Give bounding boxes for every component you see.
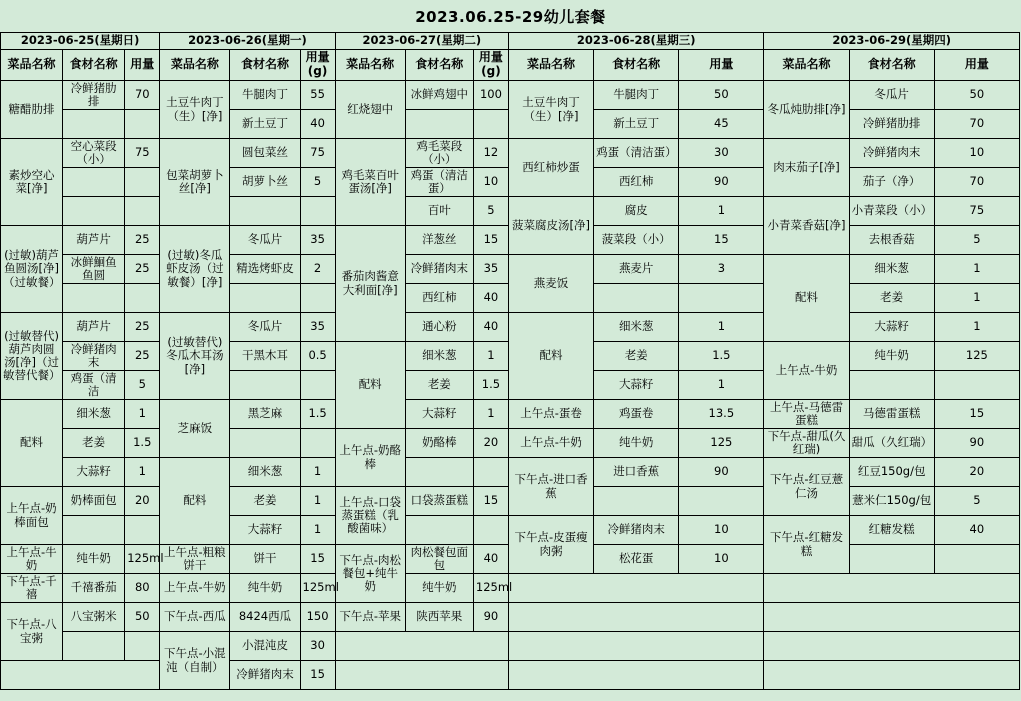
ingredient-name: 鸡蛋（清洁蛋） bbox=[405, 168, 473, 197]
dish-name: 下午点-红豆薏仁汤 bbox=[764, 458, 849, 516]
ingredient-name: 冰鲜鮰鱼鱼圆 bbox=[63, 255, 125, 284]
ingredient-amount: 20 bbox=[125, 487, 160, 516]
ingredient-name: 细米葱 bbox=[594, 313, 679, 342]
dish-name: 上午点-蛋卷 bbox=[508, 400, 593, 429]
ingredient-name: 菠菜段（小） bbox=[594, 226, 679, 255]
day-label: 2023-06-25(星期日) bbox=[1, 33, 160, 50]
empty-cell bbox=[764, 661, 1020, 690]
ingredient-name: 通心粉 bbox=[405, 313, 473, 342]
menu-row bbox=[1, 400, 1020, 429]
menu-row bbox=[1, 661, 1020, 690]
dish-name: 上午点-牛奶 bbox=[1, 545, 63, 574]
column-header: 菜品名称 bbox=[508, 50, 593, 81]
ingredient-amount: 40 bbox=[473, 545, 508, 574]
dish-name: 配料 bbox=[1, 400, 63, 487]
ingredient-name: 细米葱 bbox=[230, 458, 300, 487]
ingredient-name bbox=[63, 110, 125, 139]
ingredient-amount: 0.5 bbox=[300, 342, 335, 371]
ingredient-name: 冷鲜猪肋排 bbox=[849, 110, 934, 139]
ingredient-amount: 1.5 bbox=[679, 342, 764, 371]
ingredient-amount: 75 bbox=[300, 139, 335, 168]
ingredient-amount bbox=[300, 429, 335, 458]
ingredient-name: 纯牛奶 bbox=[849, 342, 934, 371]
ingredient-amount: 5 bbox=[300, 168, 335, 197]
menu-row bbox=[1, 516, 1020, 545]
ingredient-amount bbox=[934, 545, 1019, 574]
ingredient-name: 精选烤虾皮 bbox=[230, 255, 300, 284]
ingredient-name bbox=[230, 284, 300, 313]
ingredient-amount: 1.5 bbox=[125, 429, 160, 458]
ingredient-amount bbox=[679, 487, 764, 516]
ingredient-amount: 40 bbox=[473, 284, 508, 313]
column-header: 菜品名称 bbox=[1, 50, 63, 81]
dish-name: 土豆牛肉丁（生）[净] bbox=[508, 81, 593, 139]
ingredient-amount: 1 bbox=[473, 342, 508, 371]
ingredient-name bbox=[849, 371, 934, 400]
ingredient-name: 冷鲜猪肉末 bbox=[230, 661, 300, 690]
ingredient-amount bbox=[473, 110, 508, 139]
dish-name: 红烧翅中 bbox=[335, 81, 405, 139]
dish-name: 配料 bbox=[335, 342, 405, 429]
ingredient-name: 空心菜段（小） bbox=[63, 139, 125, 168]
ingredient-name: 圆包菜丝 bbox=[230, 139, 300, 168]
column-header-row bbox=[1, 50, 1020, 81]
ingredient-amount: 10 bbox=[679, 516, 764, 545]
ingredient-name: 腐皮 bbox=[594, 197, 679, 226]
menu-row bbox=[1, 81, 1020, 110]
dish-name: 燕麦饭 bbox=[508, 255, 593, 313]
ingredient-name: 纯牛奶 bbox=[594, 429, 679, 458]
ingredient-amount: 1 bbox=[300, 516, 335, 545]
ingredient-amount: 40 bbox=[934, 516, 1019, 545]
ingredient-amount: 75 bbox=[934, 197, 1019, 226]
ingredient-name: 甜瓜（久红瑞） bbox=[849, 429, 934, 458]
ingredient-name: 陕西苹果 bbox=[405, 603, 473, 632]
ingredient-name: 鸡毛菜段（小） bbox=[405, 139, 473, 168]
ingredient-name: 进口香蕉 bbox=[594, 458, 679, 487]
ingredient-name: 老姜 bbox=[63, 429, 125, 458]
empty-cell bbox=[1, 661, 160, 690]
ingredient-amount: 70 bbox=[934, 110, 1019, 139]
ingredient-amount: 90 bbox=[473, 603, 508, 632]
ingredient-name: 老姜 bbox=[849, 284, 934, 313]
ingredient-amount: 2 bbox=[300, 255, 335, 284]
dish-name: 上午点-粗粮饼干 bbox=[160, 545, 230, 574]
ingredient-name: 细米葱 bbox=[63, 400, 125, 429]
empty-cell bbox=[508, 632, 763, 661]
ingredient-amount: 40 bbox=[473, 313, 508, 342]
ingredient-amount: 90 bbox=[679, 168, 764, 197]
ingredient-name: 小青菜段（小） bbox=[849, 197, 934, 226]
dish-name: 土豆牛肉丁（生）[净] bbox=[160, 81, 230, 139]
day-label: 2023-06-29(星期四) bbox=[764, 33, 1020, 50]
ingredient-amount: 1 bbox=[125, 458, 160, 487]
ingredient-name: 牛腿肉丁 bbox=[230, 81, 300, 110]
ingredient-amount: 25 bbox=[125, 255, 160, 284]
menu-table bbox=[0, 32, 1020, 690]
ingredient-name: 牛腿肉丁 bbox=[594, 81, 679, 110]
ingredient-amount: 90 bbox=[679, 458, 764, 487]
empty-cell bbox=[508, 661, 763, 690]
ingredient-amount: 35 bbox=[300, 313, 335, 342]
ingredient-amount: 12 bbox=[473, 139, 508, 168]
ingredient-name: 红豆150g/包 bbox=[849, 458, 934, 487]
dish-name: (过敏)冬瓜虾皮汤（过敏餐）[净] bbox=[160, 226, 230, 313]
ingredient-name: 纯牛奶 bbox=[63, 545, 125, 574]
ingredient-amount: 5 bbox=[125, 371, 160, 400]
ingredient-name: 老姜 bbox=[405, 371, 473, 400]
empty-cell bbox=[335, 661, 508, 690]
ingredient-name: 燕麦片 bbox=[594, 255, 679, 284]
dish-name: 糖醋肋排 bbox=[1, 81, 63, 139]
ingredient-amount: 1 bbox=[679, 371, 764, 400]
ingredient-amount: 50 bbox=[679, 81, 764, 110]
ingredient-name: 冬瓜片 bbox=[230, 313, 300, 342]
ingredient-name: 鸡蛋（清洁蛋） bbox=[594, 139, 679, 168]
ingredient-name bbox=[63, 284, 125, 313]
ingredient-amount bbox=[125, 632, 160, 661]
empty-cell bbox=[764, 603, 1020, 632]
ingredient-amount: 45 bbox=[679, 110, 764, 139]
ingredient-name: 老姜 bbox=[230, 487, 300, 516]
empty-cell bbox=[508, 603, 763, 632]
menu-row bbox=[1, 313, 1020, 342]
ingredient-amount bbox=[473, 516, 508, 545]
dish-name: 上午点-马德雷蛋糕 bbox=[764, 400, 849, 429]
ingredient-amount bbox=[300, 371, 335, 400]
ingredient-name: 马德雷蛋糕 bbox=[849, 400, 934, 429]
ingredient-name: 千禧番茄 bbox=[63, 574, 125, 603]
ingredient-name: 大蒜籽 bbox=[405, 400, 473, 429]
dish-name: 上午点-口袋蒸蛋糕（乳酸菌味） bbox=[335, 487, 405, 545]
ingredient-amount: 5 bbox=[934, 487, 1019, 516]
menu-row bbox=[1, 139, 1020, 168]
ingredient-name: 红糖发糕 bbox=[849, 516, 934, 545]
ingredient-name: 冬瓜片 bbox=[849, 81, 934, 110]
ingredient-name: 去根香菇 bbox=[849, 226, 934, 255]
ingredient-amount: 1 bbox=[473, 400, 508, 429]
ingredient-amount: 1 bbox=[934, 255, 1019, 284]
dish-name: 配料 bbox=[508, 313, 593, 400]
dish-name: 上午点-牛奶 bbox=[764, 342, 849, 400]
menu-row bbox=[1, 632, 1020, 661]
ingredient-name bbox=[230, 371, 300, 400]
ingredient-amount: 35 bbox=[300, 226, 335, 255]
dish-name: 配料 bbox=[764, 255, 849, 342]
column-header: 用量(g) bbox=[300, 50, 335, 81]
ingredient-amount: 3 bbox=[679, 255, 764, 284]
ingredient-amount: 1.5 bbox=[300, 400, 335, 429]
dish-name: 下午点-甜瓜(久红瑞) bbox=[764, 429, 849, 458]
dish-name: 鸡毛菜百叶蛋汤[净] bbox=[335, 139, 405, 226]
ingredient-name bbox=[594, 284, 679, 313]
menu-row bbox=[1, 603, 1020, 632]
ingredient-name: 冷鲜猪肉末 bbox=[594, 516, 679, 545]
ingredient-amount: 70 bbox=[125, 81, 160, 110]
ingredient-amount: 1 bbox=[300, 458, 335, 487]
column-header: 食材名称 bbox=[230, 50, 300, 81]
ingredient-amount: 70 bbox=[934, 168, 1019, 197]
ingredient-name: 松花蛋 bbox=[594, 545, 679, 574]
ingredient-name: 葫芦片 bbox=[63, 313, 125, 342]
dish-name: 上午点-奶棒面包 bbox=[1, 487, 63, 545]
ingredient-amount: 20 bbox=[473, 429, 508, 458]
ingredient-name: 老姜 bbox=[594, 342, 679, 371]
ingredient-name: 薏米仁150g/包 bbox=[849, 487, 934, 516]
ingredient-amount: 1.5 bbox=[473, 371, 508, 400]
ingredient-name: 冷鲜猪肉末 bbox=[63, 342, 125, 371]
ingredient-name: 小混沌皮 bbox=[230, 632, 300, 661]
ingredient-name: 肉松餐包面包 bbox=[405, 545, 473, 574]
ingredient-amount: 13.5 bbox=[679, 400, 764, 429]
dish-name: 上午点-奶酪棒 bbox=[335, 429, 405, 487]
dish-name: 配料 bbox=[160, 458, 230, 545]
ingredient-name bbox=[230, 197, 300, 226]
column-header: 用量 bbox=[125, 50, 160, 81]
ingredient-amount: 15 bbox=[300, 661, 335, 690]
empty-cell bbox=[335, 632, 508, 661]
ingredient-name: 纯牛奶 bbox=[230, 574, 300, 603]
ingredient-amount bbox=[300, 197, 335, 226]
dish-name: 西红柿炒蛋 bbox=[508, 139, 593, 197]
ingredient-amount: 15 bbox=[300, 545, 335, 574]
ingredient-amount: 1 bbox=[934, 313, 1019, 342]
ingredient-name: 百叶 bbox=[405, 197, 473, 226]
empty-cell bbox=[508, 574, 763, 603]
ingredient-name: 冷鲜猪肋排 bbox=[63, 81, 125, 110]
dish-name: 番茄肉酱意大利面[净] bbox=[335, 226, 405, 342]
column-header: 食材名称 bbox=[594, 50, 679, 81]
ingredient-amount bbox=[300, 284, 335, 313]
ingredient-amount: 150 bbox=[300, 603, 335, 632]
column-header: 用量(g) bbox=[473, 50, 508, 81]
ingredient-amount: 1 bbox=[300, 487, 335, 516]
ingredient-name: 西红柿 bbox=[594, 168, 679, 197]
day-header-row bbox=[1, 33, 1020, 50]
dish-name: 上午点-牛奶 bbox=[508, 429, 593, 458]
ingredient-amount: 50 bbox=[934, 81, 1019, 110]
ingredient-name: 茄子（净） bbox=[849, 168, 934, 197]
dish-name: 上午点-牛奶 bbox=[160, 574, 230, 603]
ingredient-amount: 40 bbox=[300, 110, 335, 139]
ingredient-amount: 5 bbox=[473, 197, 508, 226]
ingredient-name: 口袋蒸蛋糕 bbox=[405, 487, 473, 516]
ingredient-amount: 15 bbox=[679, 226, 764, 255]
column-header: 食材名称 bbox=[405, 50, 473, 81]
ingredient-amount: 125ml bbox=[300, 574, 335, 603]
ingredient-amount: 35 bbox=[473, 255, 508, 284]
ingredient-name: 冰鲜鸡翅中 bbox=[405, 81, 473, 110]
ingredient-name: 大蒜籽 bbox=[63, 458, 125, 487]
empty-cell bbox=[764, 632, 1020, 661]
ingredient-amount: 5 bbox=[934, 226, 1019, 255]
dish-name: 芝麻饭 bbox=[160, 400, 230, 458]
day-label: 2023-06-27(星期二) bbox=[335, 33, 508, 50]
dish-name: 下午点-千禧 bbox=[1, 574, 63, 603]
ingredient-amount bbox=[125, 168, 160, 197]
ingredient-amount: 30 bbox=[300, 632, 335, 661]
ingredient-name: 8424西瓜 bbox=[230, 603, 300, 632]
ingredient-name bbox=[594, 487, 679, 516]
ingredient-name: 细米葱 bbox=[849, 255, 934, 284]
empty-cell bbox=[764, 574, 1020, 603]
ingredient-amount bbox=[679, 284, 764, 313]
day-label: 2023-06-26(星期一) bbox=[160, 33, 335, 50]
ingredient-name: 冷鲜猪肉末 bbox=[849, 139, 934, 168]
dish-name: 包菜胡萝卜丝[净] bbox=[160, 139, 230, 226]
dish-name: 小青菜香菇[净] bbox=[764, 197, 849, 255]
ingredient-name bbox=[230, 429, 300, 458]
ingredient-amount: 15 bbox=[473, 226, 508, 255]
ingredient-amount: 55 bbox=[300, 81, 335, 110]
ingredient-name bbox=[63, 632, 125, 661]
ingredient-amount: 10 bbox=[934, 139, 1019, 168]
dish-name: 下午点-肉松餐包+纯牛奶 bbox=[335, 545, 405, 603]
ingredient-amount: 15 bbox=[934, 400, 1019, 429]
day-label: 2023-06-28(星期三) bbox=[508, 33, 763, 50]
ingredient-amount: 125ml bbox=[473, 574, 508, 603]
ingredient-amount: 30 bbox=[679, 139, 764, 168]
dish-name: 下午点-进口香蕉 bbox=[508, 458, 593, 516]
ingredient-name: 胡萝卜丝 bbox=[230, 168, 300, 197]
ingredient-amount: 10 bbox=[473, 168, 508, 197]
ingredient-amount: 125 bbox=[679, 429, 764, 458]
ingredient-name: 新土豆丁 bbox=[230, 110, 300, 139]
ingredient-name: 大蒜籽 bbox=[594, 371, 679, 400]
ingredient-name: 细米葱 bbox=[405, 342, 473, 371]
dish-name: 冬瓜炖肋排[净] bbox=[764, 81, 849, 139]
ingredient-name: 奶酪棒 bbox=[405, 429, 473, 458]
ingredient-amount: 25 bbox=[125, 313, 160, 342]
dish-name: 下午点-西瓜 bbox=[160, 603, 230, 632]
menu-row bbox=[1, 429, 1020, 458]
ingredient-amount bbox=[125, 110, 160, 139]
ingredient-name: 八宝粥米 bbox=[63, 603, 125, 632]
ingredient-name: 鸡蛋（清洁 bbox=[63, 371, 125, 400]
ingredient-name: 洋葱丝 bbox=[405, 226, 473, 255]
column-header: 菜品名称 bbox=[160, 50, 230, 81]
column-header: 用量 bbox=[679, 50, 764, 81]
ingredient-amount: 125 bbox=[934, 342, 1019, 371]
ingredient-amount: 10 bbox=[679, 545, 764, 574]
dish-name: 下午点-小混沌（自制） bbox=[160, 632, 230, 690]
ingredient-name: 新土豆丁 bbox=[594, 110, 679, 139]
dish-name: 菠菜腐皮汤[净] bbox=[508, 197, 593, 255]
ingredient-name: 大蒜籽 bbox=[230, 516, 300, 545]
ingredient-amount: 80 bbox=[125, 574, 160, 603]
ingredient-amount: 1 bbox=[679, 313, 764, 342]
ingredient-name bbox=[63, 197, 125, 226]
ingredient-name bbox=[405, 516, 473, 545]
column-header: 用量 bbox=[934, 50, 1019, 81]
dish-name: 下午点-红糖发糕 bbox=[764, 516, 849, 574]
ingredient-amount: 75 bbox=[125, 139, 160, 168]
menu-row bbox=[1, 197, 1020, 226]
dish-name: 素炒空心菜[净] bbox=[1, 139, 63, 226]
ingredient-amount: 90 bbox=[934, 429, 1019, 458]
ingredient-name: 冷鲜猪肉末 bbox=[405, 255, 473, 284]
ingredient-name bbox=[849, 545, 934, 574]
ingredient-amount bbox=[934, 371, 1019, 400]
dish-name: 肉末茄子[净] bbox=[764, 139, 849, 197]
ingredient-amount: 100 bbox=[473, 81, 508, 110]
ingredient-amount bbox=[125, 197, 160, 226]
dish-name: 下午点-苹果 bbox=[335, 603, 405, 632]
ingredient-name: 饼干 bbox=[230, 545, 300, 574]
ingredient-amount: 1 bbox=[125, 400, 160, 429]
ingredient-name: 葫芦片 bbox=[63, 226, 125, 255]
dish-name: (过敏替代)葫芦肉圆汤[净]（过敏替代餐） bbox=[1, 313, 63, 400]
ingredient-amount: 20 bbox=[934, 458, 1019, 487]
ingredient-amount: 125ml bbox=[125, 545, 160, 574]
ingredient-amount: 15 bbox=[473, 487, 508, 516]
dish-name: 下午点-八宝粥 bbox=[1, 603, 63, 661]
ingredient-name: 鸡蛋卷 bbox=[594, 400, 679, 429]
ingredient-name: 大蒜籽 bbox=[849, 313, 934, 342]
ingredient-amount: 25 bbox=[125, 226, 160, 255]
ingredient-name: 干黑木耳 bbox=[230, 342, 300, 371]
menu-row bbox=[1, 255, 1020, 284]
ingredient-amount: 1 bbox=[679, 197, 764, 226]
ingredient-name: 奶棒面包 bbox=[63, 487, 125, 516]
ingredient-amount bbox=[125, 284, 160, 313]
column-header: 菜品名称 bbox=[764, 50, 849, 81]
ingredient-name bbox=[405, 458, 473, 487]
ingredient-name bbox=[63, 516, 125, 545]
page-title: 2023.06.25-29幼儿套餐 bbox=[415, 7, 606, 26]
ingredient-name bbox=[63, 168, 125, 197]
ingredient-amount: 1 bbox=[934, 284, 1019, 313]
ingredient-amount: 25 bbox=[125, 342, 160, 371]
column-header: 食材名称 bbox=[849, 50, 934, 81]
menu-row bbox=[1, 574, 1020, 603]
dish-name: (过敏替代)冬瓜木耳汤[净] bbox=[160, 313, 230, 400]
ingredient-name: 纯牛奶 bbox=[405, 574, 473, 603]
dish-name: (过敏)葫芦鱼圆汤[净]（过敏餐） bbox=[1, 226, 63, 313]
ingredient-name bbox=[405, 110, 473, 139]
column-header: 菜品名称 bbox=[335, 50, 405, 81]
ingredient-name: 冬瓜片 bbox=[230, 226, 300, 255]
ingredient-amount bbox=[125, 516, 160, 545]
column-header: 食材名称 bbox=[63, 50, 125, 81]
ingredient-name: 黑芝麻 bbox=[230, 400, 300, 429]
ingredient-name: 西红柿 bbox=[405, 284, 473, 313]
ingredient-amount: 50 bbox=[125, 603, 160, 632]
ingredient-amount bbox=[473, 458, 508, 487]
menu-row bbox=[1, 458, 1020, 487]
dish-name: 下午点-皮蛋瘦肉粥 bbox=[508, 516, 593, 574]
